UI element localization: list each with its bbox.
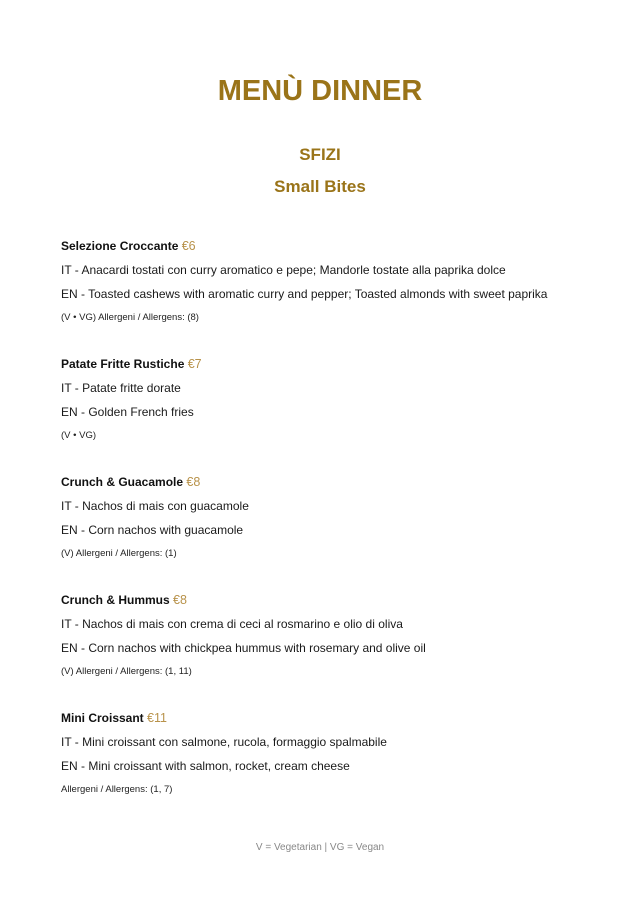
- item-allergens: (V • VG): [61, 430, 96, 441]
- item-heading: [61, 234, 601, 258]
- menu-item: [61, 588, 601, 684]
- item-description-it: IT - Anacardi tostati con curry aromatico e pepe; Mandorle tostate alla paprika dolce: [61, 263, 506, 277]
- menu-item: [61, 352, 601, 448]
- menu-item: [61, 470, 601, 566]
- item-description-en: EN - Corn nachos with chickpea hummus with rosemary and olive oil: [61, 641, 426, 655]
- item-price: €8: [173, 593, 187, 607]
- item-price: €8: [186, 475, 201, 489]
- legend-footer: V = Vegetarian | VG = Vegan: [255, 842, 385, 853]
- item-price: €7: [187, 357, 202, 371]
- item-name: Crunch & Guacamole: [61, 475, 184, 489]
- item-description-en: EN - Golden French fries: [61, 405, 194, 419]
- menu-item: [61, 706, 601, 802]
- item-price: €6: [181, 239, 196, 253]
- item-heading: [61, 588, 601, 612]
- item-heading: [61, 352, 601, 376]
- item-heading: [61, 706, 601, 730]
- item-description-en: EN - Toasted cashews with aromatic curry and pepper; Toasted almonds with sweet paprika: [61, 287, 548, 301]
- item-description-en: EN - Mini croissant with salmon, rocket, cream cheese: [61, 759, 350, 773]
- item-heading: [61, 470, 601, 494]
- menu-items-list: [61, 234, 601, 824]
- item-name: Selezione Croccante: [61, 239, 179, 253]
- item-allergens: (V) Allergeni / Allergens: (1): [61, 548, 177, 559]
- section-title-it: SFIZI: [299, 145, 341, 164]
- menu-title: MENÙ DINNER: [217, 75, 423, 107]
- menu-item: [61, 234, 601, 330]
- section-title-en: Small Bites: [274, 177, 366, 196]
- item-description-it: IT - Nachos di mais con guacamole: [61, 499, 249, 513]
- item-allergens: Allergeni / Allergens: (1, 7): [61, 784, 173, 795]
- item-name: Mini Croissant: [61, 711, 144, 725]
- item-description-it: IT - Mini croissant con salmone, rucola, formaggio spalmabile: [61, 735, 387, 749]
- item-allergens: (V) Allergeni / Allergens: (1, 11): [61, 666, 192, 677]
- item-description-it: IT - Patate fritte dorate: [61, 381, 181, 395]
- item-allergens: (V • VG) Allergeni / Allergens: (8): [61, 312, 199, 323]
- item-name: Crunch & Hummus: [61, 593, 170, 607]
- item-name: Patate Fritte Rustiche: [61, 357, 185, 371]
- item-price: €11: [147, 711, 167, 725]
- item-description-en: EN - Corn nachos with guacamole: [61, 523, 244, 537]
- item-description-it: IT - Nachos di mais con crema di ceci al rosmarino e olio di oliva: [61, 617, 403, 631]
